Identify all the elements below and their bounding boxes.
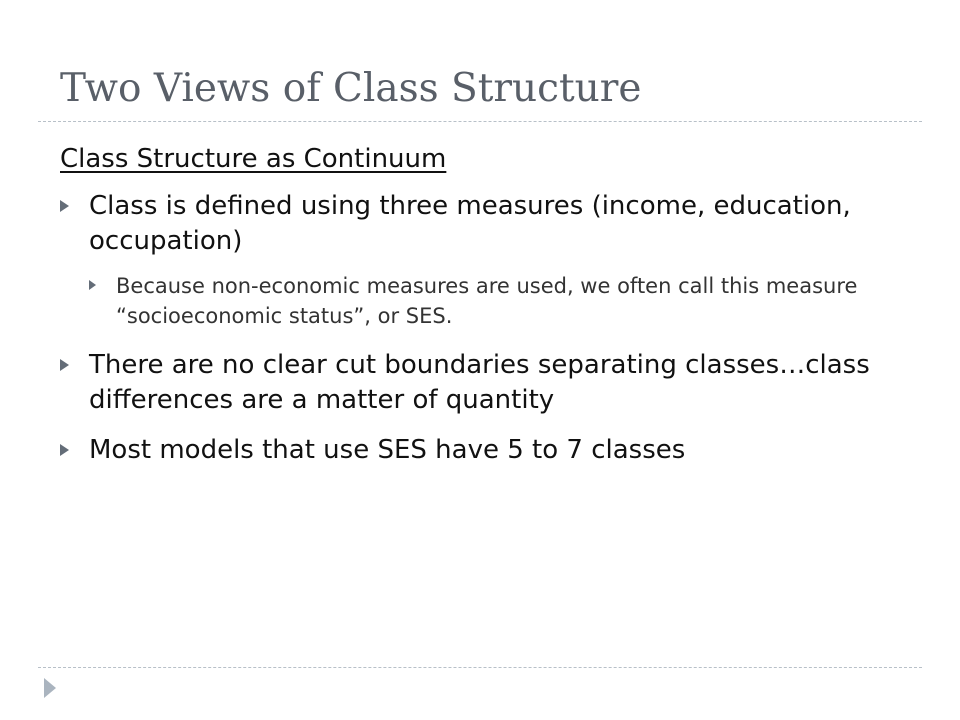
top-marker-icon (44, 132, 56, 152)
bullet-item (60, 433, 920, 468)
bottom-divider (38, 667, 922, 668)
sub-bullet-item (89, 271, 920, 331)
bullet-text: Most models that use SES have 5 to 7 classes (89, 435, 686, 465)
triangle-right-icon (60, 359, 69, 371)
triangle-right-icon (60, 444, 69, 456)
bullet-text: There are no clear cut boundaries separating classes…class differences are a matter of quantity (89, 350, 870, 415)
bullet-item (60, 348, 920, 418)
sub-bullet-text: Because non-economic measures are used, we often call this measure “socioeconomic status”, or SES. (116, 274, 858, 328)
slide-title: Two Views of Class Structure (60, 66, 642, 111)
triangle-right-icon (89, 280, 96, 290)
section-heading: Class Structure as Continuum (60, 144, 447, 174)
bottom-marker-icon (44, 678, 56, 698)
top-divider (38, 121, 922, 122)
bullet-text: Class is defined using three measures (income, education, occupation) (89, 191, 851, 256)
bullet-item (60, 189, 920, 259)
slide-content (60, 141, 920, 468)
triangle-right-icon (60, 200, 69, 212)
